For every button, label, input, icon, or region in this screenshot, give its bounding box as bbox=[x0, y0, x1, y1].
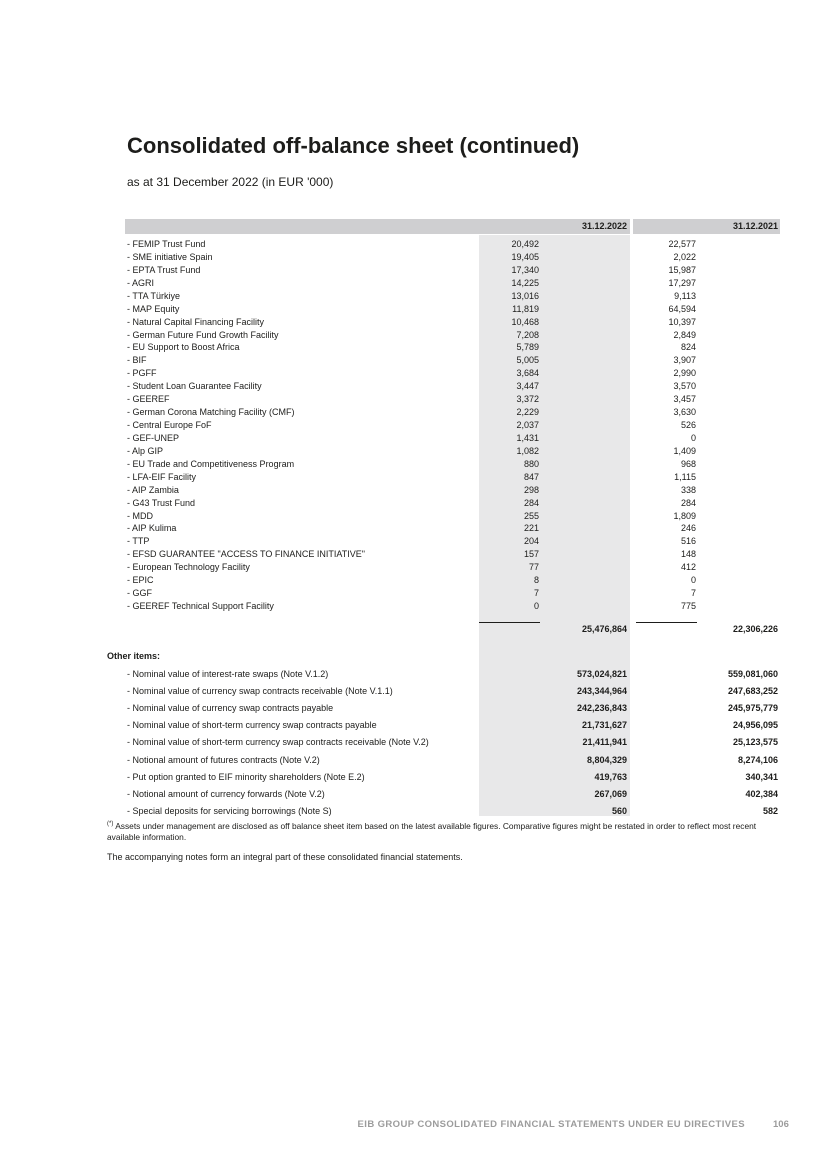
row-label: - GEEREF bbox=[127, 394, 170, 405]
value-2021: 3,630 bbox=[673, 407, 696, 418]
table-row bbox=[0, 702, 825, 719]
row-label: - AIP Zambia bbox=[127, 484, 179, 495]
footnote-marker: (*) bbox=[107, 821, 114, 828]
table-row bbox=[0, 736, 825, 753]
row-label: - Nominal value of short-term currency swap contracts receivable (Note V.2) bbox=[127, 737, 429, 748]
value-2021: 1,409 bbox=[673, 445, 696, 456]
footer-title: EIB GROUP CONSOLIDATED FINANCIAL STATEMENTS UNDER EU DIRECTIVES bbox=[357, 1119, 745, 1130]
row-label: - Notional amount of futures contracts (Note V.2) bbox=[127, 754, 320, 765]
value-2021: 824 bbox=[680, 342, 696, 353]
row-label: - German Corona Matching Facility (CMF) bbox=[127, 407, 295, 418]
value-2021: 775 bbox=[680, 601, 696, 612]
value-2021: 10,397 bbox=[668, 316, 696, 327]
value-2021: 338 bbox=[680, 484, 696, 495]
value-2022: 7 bbox=[533, 588, 539, 599]
row-label: - EU Support to Boost Africa bbox=[127, 342, 240, 353]
table-row bbox=[0, 419, 825, 432]
value-2022: 10,468 bbox=[511, 316, 539, 327]
value-2022: 8 bbox=[533, 575, 539, 586]
row-label: - AIP Kulima bbox=[127, 523, 177, 534]
row-label: - Put option granted to EIF minority shareholders (Note E.2) bbox=[127, 771, 365, 782]
value-2021: 64,594 bbox=[668, 303, 696, 314]
column-header-2022: 31.12.2022 bbox=[581, 221, 627, 231]
value-2022: 5,005 bbox=[516, 355, 539, 366]
value-2021: 559,081,060 bbox=[727, 669, 778, 679]
accompanying-note: The accompanying notes form an integral part of these consolidated financial statements. bbox=[107, 852, 463, 862]
row-label: - Special deposits for servicing borrowings (Note S) bbox=[127, 805, 332, 816]
value-2021: 24,956,095 bbox=[732, 720, 778, 731]
total-2021: 22,306,226 bbox=[732, 624, 778, 634]
value-2022: 221 bbox=[523, 523, 539, 534]
value-2021: 3,457 bbox=[673, 394, 696, 405]
table-row bbox=[0, 484, 825, 497]
row-label: - EPIC bbox=[127, 575, 154, 586]
table-row bbox=[0, 574, 825, 587]
row-label: - EU Trade and Competitiveness Program bbox=[127, 458, 295, 469]
table-row bbox=[0, 264, 825, 277]
value-2021: 7 bbox=[690, 588, 696, 599]
table-row bbox=[0, 354, 825, 367]
table-row bbox=[0, 445, 825, 458]
value-2022: 3,684 bbox=[516, 368, 539, 379]
table-row bbox=[0, 805, 825, 822]
value-2022: 5,789 bbox=[516, 342, 539, 353]
value-2022: 204 bbox=[523, 536, 539, 547]
table-row bbox=[0, 685, 825, 702]
row-label: - Nominal value of currency swap contracts receivable (Note V.1.1) bbox=[127, 686, 393, 697]
row-label: - Student Loan Guarantee Facility bbox=[127, 381, 262, 392]
value-2022: 7,208 bbox=[516, 329, 539, 340]
value-2021: 148 bbox=[680, 549, 696, 560]
value-2022: 560 bbox=[611, 805, 627, 816]
table-row bbox=[0, 600, 825, 613]
table-row bbox=[0, 561, 825, 574]
value-2021: 3,570 bbox=[673, 381, 696, 392]
table-row bbox=[0, 548, 825, 561]
table-row bbox=[0, 329, 825, 342]
value-2021: 15,987 bbox=[668, 264, 696, 275]
row-label: - Alp GIP bbox=[127, 445, 164, 456]
value-2021: 340,341 bbox=[745, 771, 778, 782]
table-row bbox=[0, 471, 825, 484]
page-title: Consolidated off-balance sheet (continued) bbox=[127, 133, 580, 158]
value-2021: 3,907 bbox=[673, 355, 696, 366]
value-2021: 2,990 bbox=[673, 368, 696, 379]
row-label: - Notional amount of currency forwards (Note V.2) bbox=[127, 788, 325, 799]
table-row bbox=[0, 303, 825, 316]
table-row bbox=[0, 535, 825, 548]
value-2022: 19,405 bbox=[511, 251, 539, 262]
value-2021: 968 bbox=[680, 458, 696, 469]
value-2021: 582 bbox=[762, 805, 778, 816]
table-row bbox=[0, 432, 825, 445]
value-2021: 2,022 bbox=[673, 251, 696, 262]
table-row bbox=[0, 522, 825, 535]
row-label: - German Future Fund Growth Facility bbox=[127, 329, 279, 340]
table-row bbox=[0, 668, 825, 685]
table-row bbox=[0, 238, 825, 251]
value-2022: 8,804,329 bbox=[586, 754, 627, 765]
value-2021: 8,274,106 bbox=[737, 754, 778, 765]
row-label: - Nominal value of interest-rate swaps (Note V.1.2) bbox=[127, 669, 329, 679]
table-row bbox=[0, 719, 825, 736]
value-2022: 77 bbox=[528, 562, 539, 573]
table-row bbox=[0, 277, 825, 290]
value-2022: 20,492 bbox=[511, 239, 539, 249]
page-number: 106 bbox=[773, 1119, 789, 1130]
value-2022: 13,016 bbox=[511, 290, 539, 301]
total-2022: 25,476,864 bbox=[581, 624, 627, 634]
row-label: - EFSD GUARANTEE "ACCESS TO FINANCE INITIATIVE" bbox=[127, 549, 365, 560]
row-label: - Nominal value of short-term currency swap contracts payable bbox=[127, 720, 377, 731]
table-row bbox=[0, 587, 825, 600]
value-2022: 242,236,843 bbox=[576, 703, 627, 714]
value-2021: 247,683,252 bbox=[727, 686, 778, 697]
table-row bbox=[0, 458, 825, 471]
value-2022: 11,819 bbox=[512, 303, 539, 314]
value-2021: 22,577 bbox=[668, 239, 696, 249]
value-2022: 255 bbox=[523, 510, 539, 521]
value-2022: 17,340 bbox=[511, 264, 539, 275]
value-2021: 246 bbox=[680, 523, 696, 534]
row-label: - TTA Türkiye bbox=[127, 290, 181, 301]
value-2022: 1,431 bbox=[516, 432, 539, 443]
value-2022: 0 bbox=[533, 601, 539, 612]
row-label: - TTP bbox=[127, 536, 150, 547]
value-2022: 1,082 bbox=[516, 445, 539, 456]
row-label: - BIF bbox=[127, 355, 147, 366]
row-label: - G43 Trust Fund bbox=[127, 497, 196, 508]
value-2022: 3,447 bbox=[516, 381, 539, 392]
table-row bbox=[0, 510, 825, 523]
row-label: - FEMIP Trust Fund bbox=[127, 239, 206, 249]
row-label: - SME initiative Spain bbox=[127, 251, 213, 262]
value-2022: 3,372 bbox=[516, 394, 539, 405]
table-row bbox=[0, 316, 825, 329]
row-label: - GGF bbox=[127, 588, 152, 599]
table-row bbox=[0, 290, 825, 303]
other-items-heading: Other items: bbox=[107, 651, 161, 661]
table-row bbox=[0, 367, 825, 380]
value-2021: 516 bbox=[680, 536, 696, 547]
value-2021: 402,384 bbox=[745, 788, 778, 799]
value-2021: 1,115 bbox=[674, 471, 696, 482]
value-2022: 880 bbox=[523, 458, 539, 469]
row-label: - MDD bbox=[127, 510, 153, 521]
table-row bbox=[0, 341, 825, 354]
table-row bbox=[0, 393, 825, 406]
page-subtitle: as at 31 December 2022 (in EUR '000) bbox=[127, 175, 334, 189]
table-row bbox=[0, 380, 825, 393]
value-2022: 847 bbox=[523, 471, 539, 482]
row-label: - Central Europe FoF bbox=[127, 420, 212, 431]
value-2022: 419,763 bbox=[594, 771, 627, 782]
value-2021: 284 bbox=[680, 497, 696, 508]
value-2022: 284 bbox=[523, 497, 539, 508]
value-2021: 0 bbox=[690, 575, 696, 586]
footnote-text: Assets under management are disclosed as off balance sheet item based on the latest available figures. Comparative figures might be restated in order to reflect most recent available information. bbox=[107, 821, 757, 842]
value-2021: 0 bbox=[690, 432, 696, 443]
table-row bbox=[0, 406, 825, 419]
value-2022: 298 bbox=[523, 484, 539, 495]
table-row bbox=[0, 771, 825, 788]
row-label: - PGFF bbox=[127, 368, 157, 379]
value-2021: 1,809 bbox=[673, 510, 696, 521]
row-label: - Nominal value of currency swap contracts payable bbox=[127, 703, 334, 714]
subtotal-rule-2022 bbox=[479, 622, 540, 623]
value-2021: 526 bbox=[680, 420, 696, 431]
table-row bbox=[0, 754, 825, 771]
value-2022: 2,229 bbox=[516, 407, 539, 418]
subtotal-rule-2021 bbox=[636, 622, 697, 623]
row-label: - MAP Equity bbox=[127, 303, 180, 314]
value-2022: 573,024,821 bbox=[576, 669, 627, 679]
value-2022: 267,069 bbox=[594, 788, 627, 799]
footnote bbox=[107, 821, 785, 843]
value-2021: 25,123,575 bbox=[732, 737, 778, 748]
table-row bbox=[0, 497, 825, 510]
row-label: - EPTA Trust Fund bbox=[127, 264, 201, 275]
value-2021: 17,297 bbox=[668, 277, 696, 288]
value-2021: 2,849 bbox=[673, 329, 696, 340]
row-label: - AGRI bbox=[127, 277, 155, 288]
value-2022: 21,411,941 bbox=[582, 737, 627, 748]
value-2022: 21,731,627 bbox=[581, 720, 627, 731]
value-2021: 245,975,779 bbox=[727, 703, 778, 714]
value-2022: 243,344,964 bbox=[576, 686, 627, 697]
row-label: - Natural Capital Financing Facility bbox=[127, 316, 265, 327]
column-header-2021: 31.12.2021 bbox=[732, 221, 778, 231]
table-row bbox=[0, 788, 825, 805]
value-2022: 2,037 bbox=[516, 420, 539, 431]
value-2022: 157 bbox=[523, 549, 539, 560]
value-2021: 9,113 bbox=[674, 290, 696, 301]
row-label: - LFA-EIF Facility bbox=[127, 471, 197, 482]
table-row bbox=[0, 251, 825, 264]
row-label: - GEF-UNEP bbox=[127, 432, 180, 443]
row-label: - GEEREF Technical Support Facility bbox=[127, 601, 274, 612]
row-label: - European Technology Facility bbox=[127, 562, 250, 573]
value-2022: 14,225 bbox=[511, 277, 539, 288]
value-2021: 412 bbox=[680, 562, 696, 573]
